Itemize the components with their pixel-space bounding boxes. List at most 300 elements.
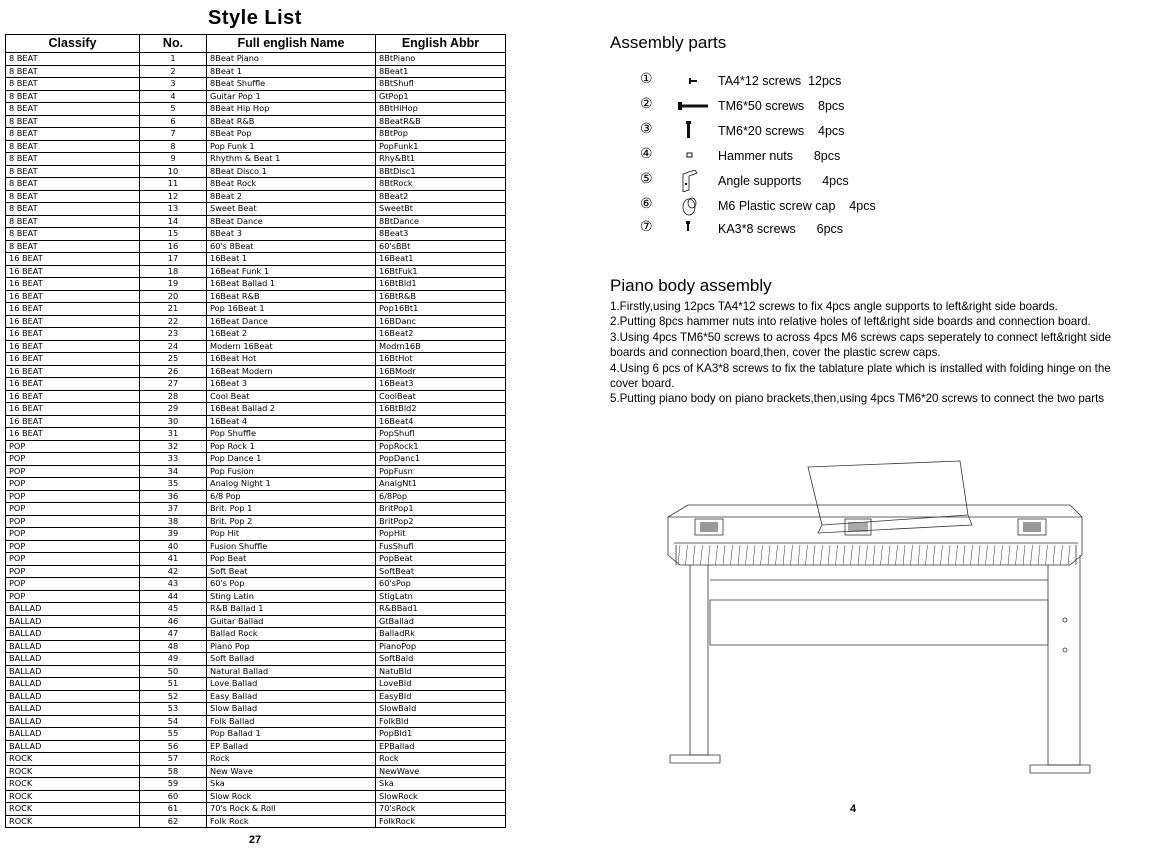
table-row bbox=[6, 403, 506, 416]
piano-body-assembly-title: Piano body assembly bbox=[610, 276, 772, 295]
cell-no: 45 bbox=[140, 603, 207, 616]
instruction-step: 2.Putting 8pcs hammer nuts into relative holes of left&right side boards and connection board. bbox=[610, 315, 1091, 329]
table-row bbox=[6, 53, 506, 66]
cell-classify: 8 BEAT bbox=[6, 90, 140, 103]
table-row bbox=[6, 328, 506, 341]
cell-classify: 16 BEAT bbox=[6, 265, 140, 278]
part-label: M6 Plastic screw cap 4pcs bbox=[718, 199, 876, 213]
cell-classify: 16 BEAT bbox=[6, 353, 140, 366]
assembly-instructions bbox=[610, 299, 1140, 407]
cell-classify: 16 BEAT bbox=[6, 428, 140, 441]
table-row bbox=[6, 278, 506, 291]
cell-abbr: 16BModr bbox=[376, 365, 506, 378]
cell-no: 14 bbox=[140, 215, 207, 228]
cell-full-name: Pop Hit bbox=[207, 528, 376, 541]
cell-no: 16 bbox=[140, 240, 207, 253]
table-row bbox=[6, 65, 506, 78]
cell-no: 41 bbox=[140, 553, 207, 566]
table-row bbox=[6, 778, 506, 791]
cell-no: 40 bbox=[140, 540, 207, 553]
cell-no: 5 bbox=[140, 103, 207, 116]
cell-no: 37 bbox=[140, 503, 207, 516]
cell-abbr: FusShufl bbox=[376, 540, 506, 553]
part-number: ⑥ bbox=[640, 195, 653, 211]
cell-classify: POP bbox=[6, 578, 140, 591]
cell-classify: 8 BEAT bbox=[6, 178, 140, 191]
small-screw-icon bbox=[675, 70, 715, 92]
cell-abbr: EPBallad bbox=[376, 740, 506, 753]
part-label: KA3*8 screws 6pcs bbox=[718, 222, 844, 236]
cell-full-name: 6/8 Pop bbox=[207, 490, 376, 503]
cell-full-name: Sting Latin bbox=[207, 590, 376, 603]
cell-classify: POP bbox=[6, 478, 140, 491]
cell-abbr: FolkRock bbox=[376, 815, 506, 828]
cell-classify: POP bbox=[6, 553, 140, 566]
cell-full-name: Easy Ballad bbox=[207, 690, 376, 703]
cell-full-name: 16Beat 1 bbox=[207, 253, 376, 266]
cell-abbr: 16Beat3 bbox=[376, 378, 506, 391]
cell-no: 9 bbox=[140, 153, 207, 166]
instruction-step: 4.Using 6 pcs of KA3*8 screws to fix the tablature plate which is installed with folding hinge on the cover board. bbox=[610, 361, 1111, 391]
part-row bbox=[640, 170, 960, 192]
table-row bbox=[6, 540, 506, 553]
cell-no: 47 bbox=[140, 628, 207, 641]
cell-classify: 8 BEAT bbox=[6, 190, 140, 203]
part-label: Hammer nuts 8pcs bbox=[718, 149, 841, 163]
cell-abbr: GtPop1 bbox=[376, 90, 506, 103]
cell-abbr: 8BtShufl bbox=[376, 78, 506, 91]
table-row bbox=[6, 703, 506, 716]
cell-classify: POP bbox=[6, 515, 140, 528]
table-row bbox=[6, 765, 506, 778]
cell-classify: POP bbox=[6, 440, 140, 453]
cell-abbr: 16BtBld2 bbox=[376, 403, 506, 416]
cell-full-name: 8Beat 1 bbox=[207, 65, 376, 78]
part-label: TM6*20 screws 4pcs bbox=[718, 124, 845, 138]
cell-abbr: 16BDanc bbox=[376, 315, 506, 328]
cell-abbr: PopFunk1 bbox=[376, 140, 506, 153]
cell-classify: 16 BEAT bbox=[6, 303, 140, 316]
cell-abbr: 6/8Pop bbox=[376, 490, 506, 503]
cell-abbr: GtBallad bbox=[376, 615, 506, 628]
table-row bbox=[6, 453, 506, 466]
cell-full-name: Folk Ballad bbox=[207, 715, 376, 728]
cell-abbr: SlowBald bbox=[376, 703, 506, 716]
table-row bbox=[6, 690, 506, 703]
cell-classify: BALLAD bbox=[6, 715, 140, 728]
cell-full-name: 8Beat Piano bbox=[207, 53, 376, 66]
cell-classify: 8 BEAT bbox=[6, 53, 140, 66]
cell-abbr: PopShufl bbox=[376, 428, 506, 441]
cell-abbr: PopFusn bbox=[376, 465, 506, 478]
cell-full-name: 8Beat Dance bbox=[207, 215, 376, 228]
table-row bbox=[6, 240, 506, 253]
table-row bbox=[6, 815, 506, 828]
cell-classify: BALLAD bbox=[6, 690, 140, 703]
cell-classify: 8 BEAT bbox=[6, 203, 140, 216]
cell-full-name: 16Beat Dance bbox=[207, 315, 376, 328]
table-row bbox=[6, 615, 506, 628]
cell-classify: 8 BEAT bbox=[6, 103, 140, 116]
cell-full-name: 16Beat Ballad 1 bbox=[207, 278, 376, 291]
cell-full-name: Pop Ballad 1 bbox=[207, 728, 376, 741]
cell-abbr: Rock bbox=[376, 753, 506, 766]
cell-abbr: 70'sRock bbox=[376, 803, 506, 816]
table-row bbox=[6, 803, 506, 816]
part-label: TM6*50 screws 8pcs bbox=[718, 99, 845, 113]
cell-full-name: Love Ballad bbox=[207, 678, 376, 691]
cell-full-name: 16Beat 2 bbox=[207, 328, 376, 341]
cell-no: 49 bbox=[140, 653, 207, 666]
cell-no: 23 bbox=[140, 328, 207, 341]
table-row bbox=[6, 115, 506, 128]
cell-full-name: Pop 16Beat 1 bbox=[207, 303, 376, 316]
table-row bbox=[6, 578, 506, 591]
header-full-name: Full english Name bbox=[207, 35, 376, 53]
cell-abbr: 16Beat1 bbox=[376, 253, 506, 266]
table-row bbox=[6, 203, 506, 216]
table-row bbox=[6, 603, 506, 616]
cell-classify: BALLAD bbox=[6, 640, 140, 653]
cell-no: 13 bbox=[140, 203, 207, 216]
cell-full-name: Natural Ballad bbox=[207, 665, 376, 678]
table-row bbox=[6, 228, 506, 241]
cell-abbr: 16BtR&B bbox=[376, 290, 506, 303]
cell-full-name: 8Beat Pop bbox=[207, 128, 376, 141]
cell-abbr: 8BtRock bbox=[376, 178, 506, 191]
cell-abbr: AnalgNt1 bbox=[376, 478, 506, 491]
cell-no: 3 bbox=[140, 78, 207, 91]
cell-abbr: Ska bbox=[376, 778, 506, 791]
cell-full-name: Piano Pop bbox=[207, 640, 376, 653]
table-row bbox=[6, 740, 506, 753]
part-number: ③ bbox=[640, 120, 653, 136]
cell-abbr: 8Beat1 bbox=[376, 65, 506, 78]
table-row bbox=[6, 428, 506, 441]
cell-no: 8 bbox=[140, 140, 207, 153]
table-row bbox=[6, 165, 506, 178]
part-label: Angle supports 4pcs bbox=[718, 174, 849, 188]
cell-classify: POP bbox=[6, 540, 140, 553]
table-row bbox=[6, 790, 506, 803]
cell-classify: BALLAD bbox=[6, 678, 140, 691]
cell-no: 46 bbox=[140, 615, 207, 628]
cell-classify: POP bbox=[6, 453, 140, 466]
cell-no: 42 bbox=[140, 565, 207, 578]
cell-classify: 16 BEAT bbox=[6, 290, 140, 303]
part-number: ② bbox=[640, 95, 653, 111]
cell-full-name: 16Beat Modern bbox=[207, 365, 376, 378]
cell-full-name: Ska bbox=[207, 778, 376, 791]
cell-abbr: PopDanc1 bbox=[376, 453, 506, 466]
cell-classify: BALLAD bbox=[6, 603, 140, 616]
cell-full-name: Pop Funk 1 bbox=[207, 140, 376, 153]
cell-full-name: 8Beat 2 bbox=[207, 190, 376, 203]
cell-no: 56 bbox=[140, 740, 207, 753]
table-row bbox=[6, 478, 506, 491]
cell-abbr: 60'sBBt bbox=[376, 240, 506, 253]
cell-no: 33 bbox=[140, 453, 207, 466]
cell-no: 11 bbox=[140, 178, 207, 191]
cell-no: 25 bbox=[140, 353, 207, 366]
cell-abbr: PianoPop bbox=[376, 640, 506, 653]
cell-abbr: Rhy&Bt1 bbox=[376, 153, 506, 166]
cell-full-name: 16Beat Hot bbox=[207, 353, 376, 366]
cell-abbr: BritPop1 bbox=[376, 503, 506, 516]
part-row bbox=[640, 218, 960, 240]
cell-abbr: 8Beat2 bbox=[376, 190, 506, 203]
cell-classify: 16 BEAT bbox=[6, 253, 140, 266]
cell-classify: ROCK bbox=[6, 765, 140, 778]
cell-full-name: 16Beat R&B bbox=[207, 290, 376, 303]
cell-abbr: PopRock1 bbox=[376, 440, 506, 453]
cell-abbr: 16Beat2 bbox=[376, 328, 506, 341]
cell-abbr: 8Beat3 bbox=[376, 228, 506, 241]
table-row bbox=[6, 190, 506, 203]
cell-abbr: NewWave bbox=[376, 765, 506, 778]
cell-abbr: R&BBad1 bbox=[376, 603, 506, 616]
instruction-step: 3.Using 4pcs TM6*50 screws to across 4pcs M6 screws caps seperately to connect left&right side boards and connection board,then, cover the plastic screw caps. bbox=[610, 330, 1112, 360]
cell-full-name: 16Beat 4 bbox=[207, 415, 376, 428]
cell-full-name: Analog Night 1 bbox=[207, 478, 376, 491]
cell-abbr: 16Beat4 bbox=[376, 415, 506, 428]
table-row bbox=[6, 565, 506, 578]
table-row bbox=[6, 678, 506, 691]
cell-no: 27 bbox=[140, 378, 207, 391]
cell-no: 48 bbox=[140, 640, 207, 653]
cell-abbr: Modrn16B bbox=[376, 340, 506, 353]
table-row bbox=[6, 178, 506, 191]
cell-no: 2 bbox=[140, 65, 207, 78]
table-row bbox=[6, 665, 506, 678]
table-row bbox=[6, 528, 506, 541]
part-number: ⑤ bbox=[640, 170, 653, 186]
cell-full-name: Brit. Pop 2 bbox=[207, 515, 376, 528]
cell-no: 26 bbox=[140, 365, 207, 378]
cell-no: 29 bbox=[140, 403, 207, 416]
right-page bbox=[610, 0, 1150, 850]
cell-abbr: 8BtHiHop bbox=[376, 103, 506, 116]
cell-no: 18 bbox=[140, 265, 207, 278]
long-screw-icon bbox=[675, 95, 715, 117]
cell-classify: 8 BEAT bbox=[6, 128, 140, 141]
cell-full-name: 70's Rock & Roll bbox=[207, 803, 376, 816]
table-row bbox=[6, 290, 506, 303]
cell-full-name: Guitar Pop 1 bbox=[207, 90, 376, 103]
cell-full-name: Guitar Ballad bbox=[207, 615, 376, 628]
cell-full-name: Brit. Pop 1 bbox=[207, 503, 376, 516]
style-list-body bbox=[6, 53, 506, 828]
cell-no: 32 bbox=[140, 440, 207, 453]
cell-classify: POP bbox=[6, 528, 140, 541]
table-row bbox=[6, 353, 506, 366]
cell-abbr: 8BtPiano bbox=[376, 53, 506, 66]
cell-no: 1 bbox=[140, 53, 207, 66]
cell-no: 59 bbox=[140, 778, 207, 791]
cell-classify: 16 BEAT bbox=[6, 390, 140, 403]
cell-no: 12 bbox=[140, 190, 207, 203]
cell-no: 55 bbox=[140, 728, 207, 741]
cell-abbr: SoftBald bbox=[376, 653, 506, 666]
style-list-table bbox=[5, 34, 506, 828]
cell-abbr: 60'sPop bbox=[376, 578, 506, 591]
cell-abbr: FolkBld bbox=[376, 715, 506, 728]
angle-support-icon bbox=[675, 170, 715, 192]
cell-full-name: Slow Rock bbox=[207, 790, 376, 803]
short-bolt-icon bbox=[675, 120, 715, 142]
part-row bbox=[640, 145, 960, 167]
table-row bbox=[6, 265, 506, 278]
table-row bbox=[6, 215, 506, 228]
table-row bbox=[6, 728, 506, 741]
cell-no: 52 bbox=[140, 690, 207, 703]
cell-classify: BALLAD bbox=[6, 615, 140, 628]
cell-full-name: R&B Ballad 1 bbox=[207, 603, 376, 616]
cell-no: 53 bbox=[140, 703, 207, 716]
table-row bbox=[6, 753, 506, 766]
part-number: ④ bbox=[640, 145, 653, 161]
cell-full-name: 8Beat R&B bbox=[207, 115, 376, 128]
cell-classify: 8 BEAT bbox=[6, 240, 140, 253]
cell-full-name: Ballad Rock bbox=[207, 628, 376, 641]
cell-classify: 16 BEAT bbox=[6, 340, 140, 353]
cell-abbr: 16BtHot bbox=[376, 353, 506, 366]
cell-no: 15 bbox=[140, 228, 207, 241]
table-row bbox=[6, 553, 506, 566]
cell-classify: ROCK bbox=[6, 790, 140, 803]
cell-abbr: PopBld1 bbox=[376, 728, 506, 741]
cell-classify: POP bbox=[6, 465, 140, 478]
left-page-number: 27 bbox=[248, 834, 262, 846]
cell-classify: 16 BEAT bbox=[6, 315, 140, 328]
cell-no: 21 bbox=[140, 303, 207, 316]
cell-abbr: 8BtDance bbox=[376, 215, 506, 228]
assembly-parts-title: Assembly parts bbox=[610, 33, 727, 52]
cell-full-name: Pop Fusion bbox=[207, 465, 376, 478]
cell-full-name: 8Beat Disco 1 bbox=[207, 165, 376, 178]
cell-no: 57 bbox=[140, 753, 207, 766]
part-row bbox=[640, 195, 960, 217]
right-page-number: 4 bbox=[850, 803, 857, 815]
cell-no: 51 bbox=[140, 678, 207, 691]
header-no: No. bbox=[140, 35, 207, 53]
cell-classify: 8 BEAT bbox=[6, 115, 140, 128]
cell-full-name: Rock bbox=[207, 753, 376, 766]
table-row bbox=[6, 128, 506, 141]
cell-no: 10 bbox=[140, 165, 207, 178]
cell-classify: 8 BEAT bbox=[6, 228, 140, 241]
table-row bbox=[6, 390, 506, 403]
cell-full-name: 8Beat Hip Hop bbox=[207, 103, 376, 116]
cell-abbr: SlowRock bbox=[376, 790, 506, 803]
cell-no: 34 bbox=[140, 465, 207, 478]
table-header-row bbox=[6, 35, 506, 53]
cell-classify: 8 BEAT bbox=[6, 140, 140, 153]
cell-abbr: 8BeatR&B bbox=[376, 115, 506, 128]
cell-classify: BALLAD bbox=[6, 665, 140, 678]
cell-no: 62 bbox=[140, 815, 207, 828]
part-row bbox=[640, 120, 960, 142]
piano-illustration bbox=[650, 455, 1110, 785]
cell-full-name: New Wave bbox=[207, 765, 376, 778]
table-row bbox=[6, 653, 506, 666]
cell-classify: BALLAD bbox=[6, 703, 140, 716]
header-classify: Classify bbox=[6, 35, 140, 53]
cell-abbr: PopBeat bbox=[376, 553, 506, 566]
table-row bbox=[6, 715, 506, 728]
cell-abbr: SweetBt bbox=[376, 203, 506, 216]
cell-abbr: PopHit bbox=[376, 528, 506, 541]
cell-classify: ROCK bbox=[6, 803, 140, 816]
cell-abbr: CoolBeat bbox=[376, 390, 506, 403]
cell-no: 61 bbox=[140, 803, 207, 816]
cell-full-name: Pop Dance 1 bbox=[207, 453, 376, 466]
table-row bbox=[6, 465, 506, 478]
table-row bbox=[6, 515, 506, 528]
table-row bbox=[6, 440, 506, 453]
table-row bbox=[6, 153, 506, 166]
table-row bbox=[6, 140, 506, 153]
instruction-step: 1.Firstly,using 12pcs TA4*12 screws to fix 4pcs angle supports to left&right side boards. bbox=[610, 300, 1058, 313]
style-list-title: Style List bbox=[208, 7, 302, 29]
part-label: TA4*12 screws 12pcs bbox=[718, 74, 842, 88]
table-row bbox=[6, 640, 506, 653]
hammer-nut-icon bbox=[675, 145, 715, 167]
cell-abbr: SoftBeat bbox=[376, 565, 506, 578]
screw-cap-icon bbox=[675, 195, 715, 217]
cell-full-name: Pop Shuffle bbox=[207, 428, 376, 441]
table-row bbox=[6, 415, 506, 428]
cell-full-name: Cool Beat bbox=[207, 390, 376, 403]
table-row bbox=[6, 340, 506, 353]
cell-classify: 8 BEAT bbox=[6, 78, 140, 91]
table-row bbox=[6, 103, 506, 116]
table-row bbox=[6, 628, 506, 641]
cell-classify: 8 BEAT bbox=[6, 65, 140, 78]
part-row bbox=[640, 70, 960, 92]
cell-full-name: Slow Ballad bbox=[207, 703, 376, 716]
cell-classify: 16 BEAT bbox=[6, 378, 140, 391]
cell-no: 31 bbox=[140, 428, 207, 441]
cell-classify: ROCK bbox=[6, 753, 140, 766]
cell-no: 28 bbox=[140, 390, 207, 403]
cell-abbr: 16BtBld1 bbox=[376, 278, 506, 291]
cell-no: 54 bbox=[140, 715, 207, 728]
cell-abbr: 8BtPop bbox=[376, 128, 506, 141]
cell-abbr: BritPop2 bbox=[376, 515, 506, 528]
cell-full-name: 60's Pop bbox=[207, 578, 376, 591]
cell-classify: 16 BEAT bbox=[6, 415, 140, 428]
cell-classify: 16 BEAT bbox=[6, 365, 140, 378]
table-row bbox=[6, 590, 506, 603]
cell-no: 20 bbox=[140, 290, 207, 303]
cell-full-name: 8Beat 3 bbox=[207, 228, 376, 241]
cell-full-name: 16Beat Funk 1 bbox=[207, 265, 376, 278]
cell-classify: 8 BEAT bbox=[6, 153, 140, 166]
cell-abbr: 8BtDisc1 bbox=[376, 165, 506, 178]
cell-classify: POP bbox=[6, 503, 140, 516]
cell-no: 36 bbox=[140, 490, 207, 503]
part-row bbox=[640, 95, 960, 117]
cell-classify: ROCK bbox=[6, 778, 140, 791]
cell-classify: BALLAD bbox=[6, 728, 140, 741]
cell-abbr: BalladRk bbox=[376, 628, 506, 641]
table-row bbox=[6, 303, 506, 316]
cell-full-name: Sweet Beat bbox=[207, 203, 376, 216]
cell-full-name: Pop Rock 1 bbox=[207, 440, 376, 453]
cell-full-name: Soft Ballad bbox=[207, 653, 376, 666]
cell-classify: POP bbox=[6, 565, 140, 578]
